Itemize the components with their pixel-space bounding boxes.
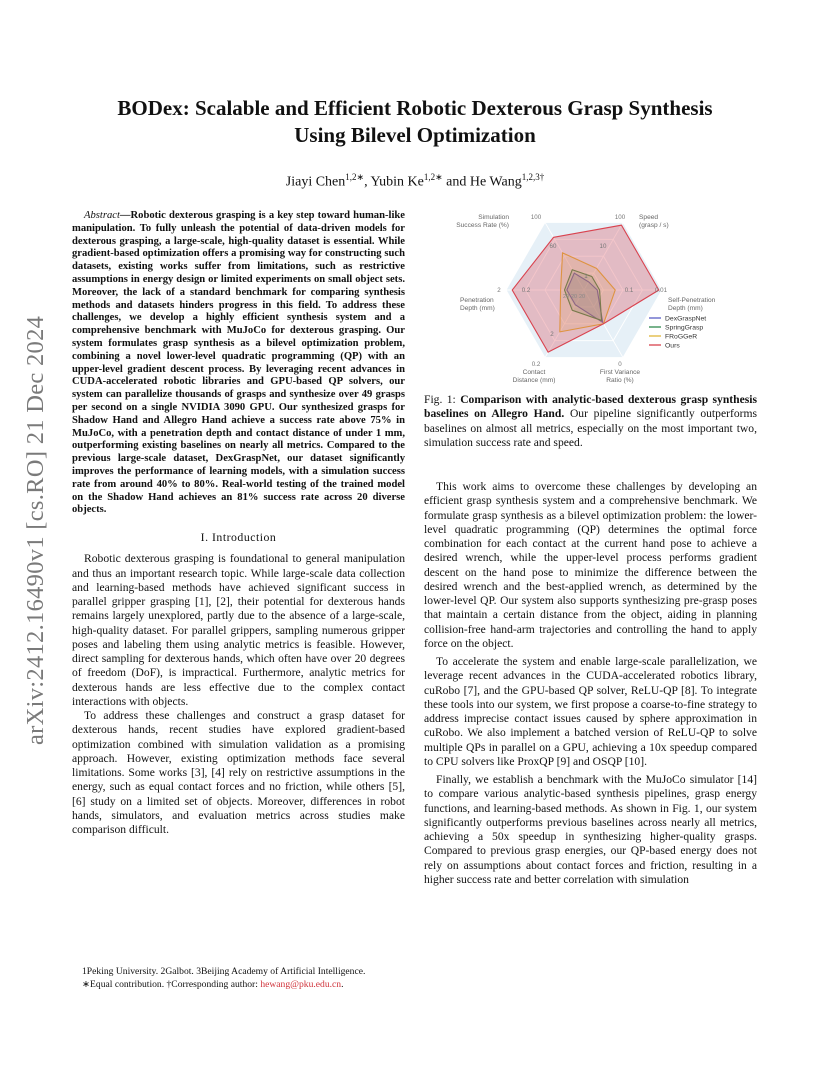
radar-axis-label-2-line1: Self-Penetration	[668, 297, 716, 304]
footnote-contribution	[82, 979, 405, 992]
legend-label-dexgraspnet: DexGraspNet	[665, 315, 707, 323]
author-3-affil: 1,2,3†	[521, 172, 545, 182]
section-heading-introduction: I. Introduction	[200, 530, 277, 545]
radar-tick-5-1: 2	[497, 287, 501, 294]
abstract	[72, 210, 405, 517]
radar-tick-5-0: 0.2	[521, 287, 531, 294]
author-2: Yubin Ke	[370, 174, 424, 190]
legend-label-springgrasp: SpringGrasp	[665, 324, 704, 332]
radar-tick-0-0: 100	[530, 214, 542, 221]
caption-bold: Comparison with analytic-based dexterous grasp synthesis baselines on Allegro Hand.	[424, 393, 757, 421]
author-1-affil: 1,2∗	[345, 172, 365, 182]
abstract-dash: —	[119, 210, 131, 221]
radar-tick-1-1: 10	[599, 243, 607, 250]
abstract-label: Abstract	[84, 210, 120, 221]
radar-tick-0-1: 60	[549, 243, 557, 250]
radar-axis-label-4-line2: Distance (mm)	[512, 377, 556, 384]
footnote-affiliations: 1Peking University. 2Galbot. 3Beijing Academy of Artificial Intelligence.	[82, 966, 366, 977]
radar-svg	[424, 208, 757, 388]
footnote-period: .	[341, 978, 344, 990]
radar-inner-tick-2: 20	[578, 294, 586, 300]
right-column	[424, 208, 757, 891]
abstract-text: Robotic dexterous grasping is a key step toward human-like manipulation. To fully unleash the potential of data-driven models for dexterous grasping, a large-scale, high-quality dataset is essential. While gradient-based optimization offers a promising way for constructing such datasets, existing works suffer from limitations, such as restrictive assumptions in energy design or limited experiments on small object sets. Moreover, the lack of a standard benchmark for comparing synthesis methods and datasets hinders progress in this field. To address these challenges, we develop a highly efficient synthesis system and a comprehensive benchmark with MuJoCo for dexterous grasping. Our system formulates grasp synthesis as a bilevel optimization problem, combining a novel lower-level quadratic programming (QP) with an upper-level gradient descent process. By leveraging recent advances in CUDA-accelerated robotic libraries and GPU-based QP solvers, our system can parallelize thousands of grasps and synthesize over 49 grasps per second on a single NVIDIA 3090 GPU. Our synthesized grasps for Shadow Hand and Allegro Hand achieve a success rate above 75% in MuJoCo, with a penetration depth and contact distance of under 1 mm, outperforming existing baselines on nearly all metrics. Compared to the previous large-scale dataset, DexGraspNet, our dataset significantly improves the performance of learning models, with a simulation success rate from around 40% to 80%. Real-world testing of the trained model on the Shadow Hand achieves an 81% success rate across 20 diverse objects.	[72, 210, 405, 516]
radar-axis-label-3-line1: First Variance	[599, 369, 641, 376]
caption-label: Fig. 1:	[424, 393, 456, 406]
right-paragraph-3: Finally, we establish a benchmark with the MuJoCo simulator [14] to compare various analytic-based synthesis pipelines, grasp energy functions, and learning-based methods. As shown in Fig. 1, our system significantly outperforms previous baselines across nearly all metrics, achieving a 50x speedup in synthesizing higher-quality grasps. Compared to previous grasp energies, our QP-based energy does not rely on assumptions about contact forces and friction, resulting in a higher success rate and better correlation with simulation	[424, 773, 757, 886]
radar-axis-label-0-line2: Success Rate (%)	[456, 222, 509, 229]
author-1: Jiayi Chen	[285, 174, 346, 190]
radar-tick-1-2: 1	[584, 273, 588, 280]
caption-rest: Our pipeline significantly outperforms baselines on almost all metrics, especially on the most important two, simulation success rate and speed.	[424, 407, 758, 449]
author-3: He Wang	[469, 174, 522, 190]
footnote-contribution-text: ∗Equal contribution. †Corresponding author:	[82, 978, 261, 990]
radar-tick-3-0: 0	[618, 361, 622, 368]
figure-1-radar-chart	[424, 208, 757, 388]
radar-tick-1-0: 100	[614, 214, 626, 221]
legend-label-frogger: FRoGGeR	[665, 333, 698, 341]
radar-tick-1-3: 0.1	[624, 287, 634, 294]
author-2-affil: 1,2∗	[423, 172, 443, 182]
radar-axis-label-4-line1: Contact	[522, 369, 546, 376]
paper-title	[80, 95, 750, 149]
radar-tick-4-1: 2	[550, 331, 554, 338]
radar-axis-label-3-line2: Ratio (%)	[606, 377, 634, 384]
left-column	[72, 210, 405, 837]
radar-inner-tick-0: 20	[562, 294, 570, 300]
corresponding-email-link[interactable]: hewang@pku.edu.cn	[260, 978, 342, 990]
arxiv-stamp: arXiv:2412.16490v1 [cs.RO] 21 Dec 2024	[22, 315, 49, 745]
author-list: Jiayi Chen$^{1,2∗}$, Yubin $Ke^{1,2∗}$ and He Wang$^{1,2,3\dagger}$	[285, 172, 545, 190]
intro-paragraph-2: To address these challenges and construct a grasp dataset for dexterous hands, recent studies have explored gradient-based optimization combined with simulation validation as a promising approach. However, existing optimization methods face several limitations. Some works [3], [4] rely on restrictive assumptions in the energy, such as equal contact forces and no friction, while others [5], [6] study on a limited set of objects. Moreover, differences in robot hands, simulators, and evaluation metrics across studies make comparison difficult.	[72, 709, 405, 837]
radar-axis-label-0-line1: Simulation	[478, 214, 509, 221]
right-paragraph-2: To accelerate the system and enable large-scale parallelization, we leverage recent advances in the CUDA-accelerated robotics library, cuRobo [7], and the GPU-based QP solver, ReLU-QP [8]. To integrate these tools into our system, we first propose a coarse-to-fine strategy to address imprecise contact issues caused by sphere approximation in cuRobo. We also implement a batched version of ReLU-QP to solve multiple QPs in parallel on a GPU, achieving a 10x speedup compared to CPU solvers like ProxQP [9] and OSQP [10].	[424, 655, 757, 768]
footnotes	[72, 966, 405, 991]
intro-paragraph-1: Robotic dexterous grasping is foundational to general manipulation and thus an important research topic. While large-scale data collection and learning-based methods have achieved significant success in parallel gripper grasping [1], [2], their potential for dexterous hands remains largely unexplored, partly due to the absence of a large-scale, high-quality dataset. For parallel grippers, sampling numerous gripper poses and labeling them using analytic metrics is feasible. However, direct sampling for dexterous hands, which often have over 20 degrees of freedom (DoF), is impractical. Furthermore, analytic metrics for dexterous hands are less effective due to the complex contact interactions with objects.	[72, 552, 405, 708]
radar-inner-tick-1: 20	[570, 294, 578, 300]
title-line-1: BODex: Scalable and Efficient Robotic Dexterous Grasp Synthesis	[117, 96, 713, 120]
radar-axis-label-1-line1: Speed	[639, 214, 659, 221]
title-line-2: Using Bilevel Optimization	[294, 123, 536, 147]
radar-tick-4-0: 0.2	[531, 361, 541, 368]
author-and: and	[446, 174, 467, 190]
radar-axis-label-1-line2: (grasp / s)	[639, 222, 669, 229]
radar-axis-label-5-line2: Depth (mm)	[460, 305, 495, 312]
legend-label-ours: Ours	[665, 342, 680, 350]
radar-tick-1-4: 0.01	[654, 287, 668, 294]
radar-axis-label-2-line2: Depth (mm)	[668, 305, 703, 312]
figure-1-caption	[424, 393, 757, 450]
radar-axis-label-5-line1: Penetration	[460, 297, 494, 304]
right-body	[424, 480, 757, 887]
right-paragraph-1: This work aims to overcome these challenges by developing an efficient grasp synthesis system and a comprehensive benchmark. We formulate grasp synthesis as a bilevel optimization problem: the lower-level quadratic programming (QP) determines the optimal force combination for each contact at the current hand pose to achieve a desired wrench, while the upper-level process performs gradient descent on the hand pose to minimize the difference between the desired wrench and the best-applied wrench, as determined by the lower-level QP. Our system also supports synthesizing pre-grasp poses that maintain a certain distance from the object, aiding in planning collision-free hand-arm trajectories and controlling the hand to apply force on the object.	[424, 480, 757, 650]
